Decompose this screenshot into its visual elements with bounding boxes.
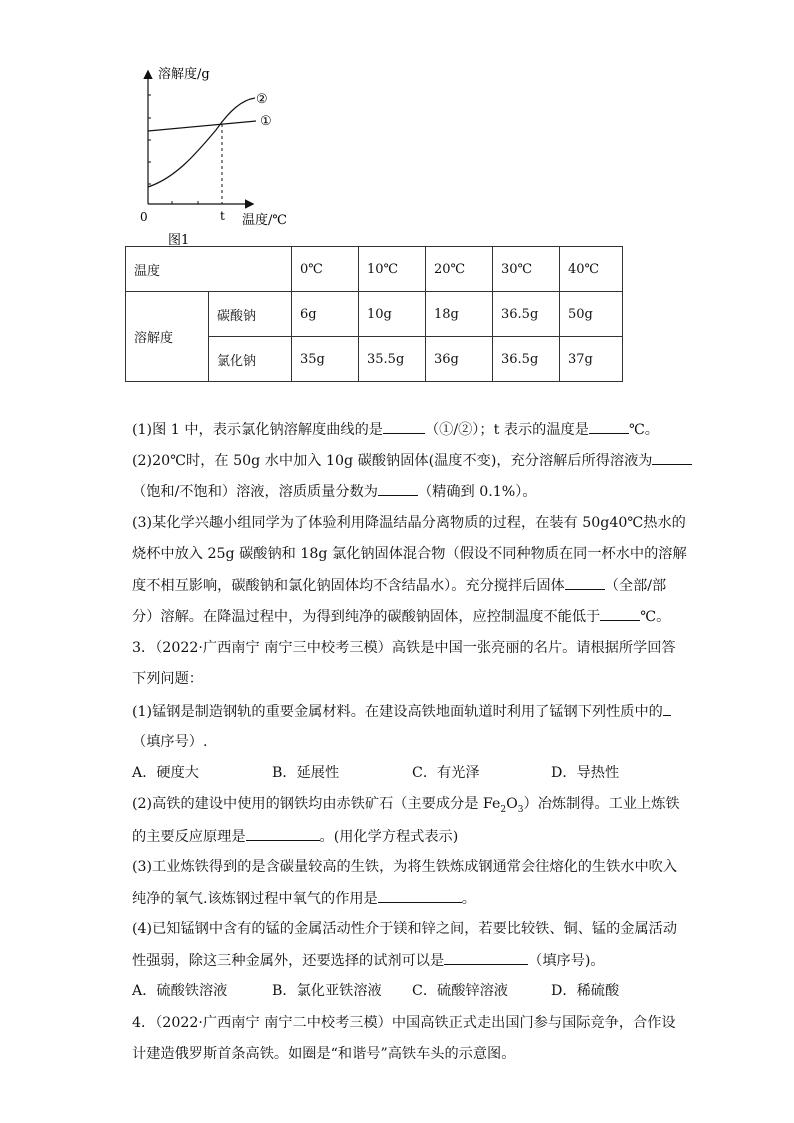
answer-blank[interactable]	[652, 450, 692, 465]
answer-blank[interactable]	[589, 419, 629, 434]
solubility-table	[125, 246, 623, 382]
table-cell: 温度	[126, 247, 292, 292]
question-line: 烧杯中放入 25g 碳酸钠和 18g 氯化钠固体混合物（假设不同种物质在同一杯水中的溶解	[132, 546, 687, 562]
option-d[interactable]: D．稀硫酸	[551, 983, 620, 999]
origin-label: 0	[140, 210, 148, 224]
question-line: (3)某化学兴趣小组同学为了体验利用降温结晶分离物质的过程，在装有 50g40℃热水的	[132, 515, 686, 531]
answer-blank[interactable]	[600, 606, 640, 621]
option-a[interactable]: A．硬度大	[132, 765, 199, 781]
table-cell: 37g	[560, 337, 623, 382]
question-line: 4．（2022·广西南宁 南宁二中校考三模）中国高铁正式走出国门参与国际竞争，合作设	[132, 1015, 676, 1031]
question-line: (1)图 1 中，表示氯化钠溶解度曲线的是 （①/②）；t 表示的温度是 ℃。	[132, 419, 659, 440]
table-cell: 50g	[560, 292, 623, 337]
curve-1-label: ①	[260, 114, 272, 129]
table-cell: 40℃	[560, 247, 623, 292]
answer-blank[interactable]	[565, 575, 605, 590]
answer-blank[interactable]	[444, 950, 528, 965]
table-cell: 6g	[292, 292, 359, 337]
question-line: 下列问题：	[132, 671, 203, 687]
answer-blank[interactable]	[663, 701, 671, 716]
question-line: (3)工业炼铁得到的是含碳量较高的生铁，为将生铁炼成钢通常会往熔化的生铁水中吹入	[132, 859, 678, 875]
table-cell: 10g	[359, 292, 426, 337]
table-cell: 溶解度	[126, 292, 209, 382]
option-a[interactable]: A．硫酸铁溶液	[132, 983, 228, 999]
question-line: (2)20℃时，在 50g 水中加入 10g 碳酸钠固体(温度不变)，充分溶解后所得溶液为	[132, 450, 692, 471]
answer-blank[interactable]	[383, 419, 425, 434]
option-d[interactable]: D．导热性	[551, 765, 620, 781]
question-line: （饱和/不饱和）溶液，溶质质量分数为 （精确到 0.1%）。	[132, 481, 537, 502]
curve-2-label: ②	[256, 92, 268, 107]
solubility-figure	[120, 60, 310, 248]
question-line: (4)已知锰钢中含有的锰的金属活动性介于镁和锌之间，若要比较铁、铜、锰的金属活动	[132, 921, 678, 937]
table-cell: 36.5g	[493, 292, 560, 337]
table-row	[126, 292, 623, 337]
question-line: 的主要反应原理是 。(用化学方程式表示)	[132, 826, 458, 847]
question-line: （填序号）.	[132, 734, 208, 750]
curve-2	[148, 98, 255, 187]
table-cell: 36.5g	[493, 337, 560, 382]
question-line: 分）溶解。在降温过程中，为得到纯净的碳酸钠固体，应控制温度不能低于 ℃。	[132, 606, 670, 627]
option-c[interactable]: C．硫酸锌溶液	[412, 983, 508, 999]
table-cell: 0℃	[292, 247, 359, 292]
table-cell: 36g	[426, 337, 493, 382]
table-cell: 18g	[426, 292, 493, 337]
y-axis-label: 溶解度/g	[158, 67, 210, 82]
option-b[interactable]: B．延展性	[272, 765, 340, 781]
table-cell: 30℃	[493, 247, 560, 292]
question-line: 3．（2022·广西南宁 南宁三中校考三模）高铁是中国一张亮丽的名片。请根据所学回答	[132, 640, 676, 656]
answer-blank[interactable]	[378, 481, 418, 496]
table-cell: 20℃	[426, 247, 493, 292]
option-c[interactable]: C．有光泽	[412, 765, 480, 781]
question-line: 计建造俄罗斯首条高铁。如圈是“和谐号”高铁车头的示意图。	[132, 1046, 516, 1062]
answer-blank[interactable]	[246, 826, 320, 841]
table-cell: 35g	[292, 337, 359, 382]
answer-blank[interactable]	[378, 888, 462, 903]
t-label: t	[220, 209, 225, 223]
table-cell: 35.5g	[359, 337, 426, 382]
figure-caption: 图1	[168, 233, 190, 248]
table-cell: 10℃	[359, 247, 426, 292]
question-line: (2)高铁的建设中使用的钢铁均由赤铁矿石（主要成分是 $Fe_2O_3$）冶炼制得。工业上炼铁	[132, 796, 680, 815]
question-line: 度不相互影响，碳酸钠和氯化钠固体均不含结晶水）。充分搅拌后固体 （全部/部	[132, 575, 666, 596]
question-line: (1)锰钢是制造钢轨的重要金属材料。在建设高铁地面轨道时利用了锰钢下列性质中的	[132, 701, 671, 722]
x-axis-label: 温度/℃	[242, 213, 287, 228]
table-cell: 碳酸钠	[209, 292, 292, 337]
curve-1	[148, 121, 256, 131]
option-b[interactable]: B．氯化亚铁溶液	[272, 983, 382, 999]
table-row	[126, 247, 623, 292]
question-line: 性强弱，除这三种金属外，还要选择的试剂可以是 （填序号)。	[132, 950, 605, 971]
table-cell: 氯化钠	[209, 337, 292, 382]
question-line: 纯净的氧气.该炼钢过程中氧气的作用是 。	[132, 888, 476, 909]
